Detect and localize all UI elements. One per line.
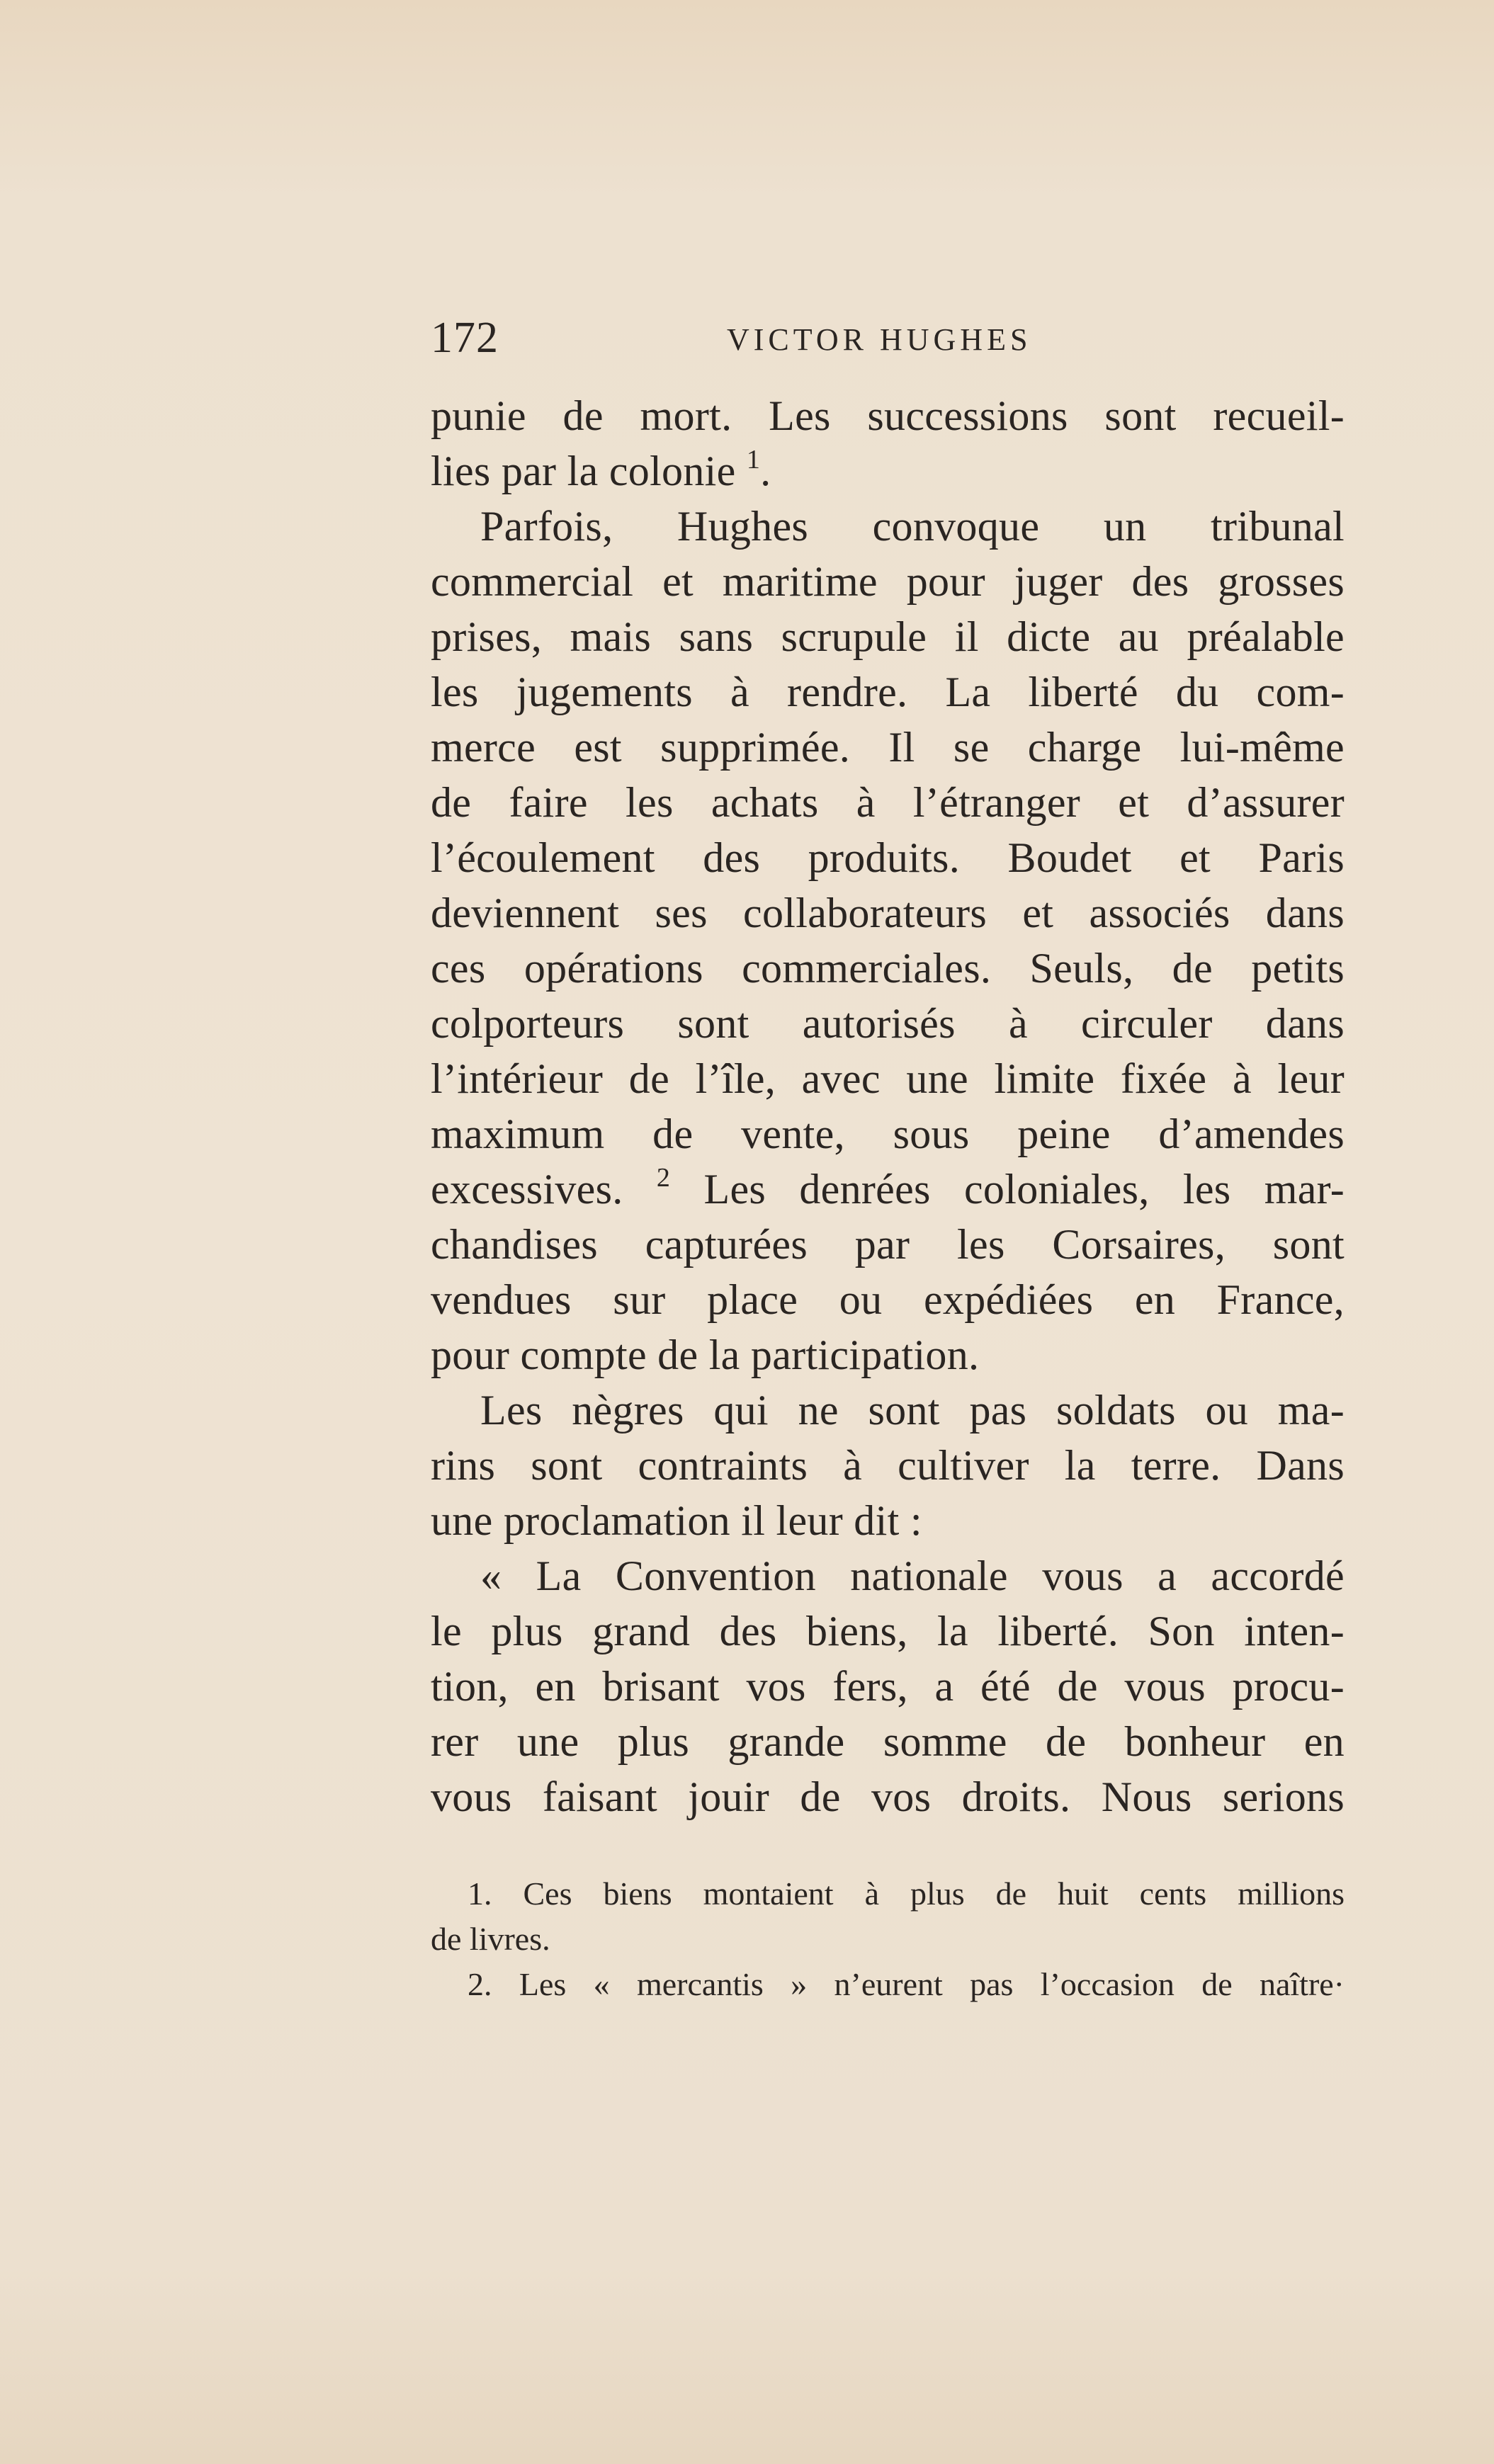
text-line: maximum de vente, sous peine d’amendes xyxy=(431,1111,1345,1157)
text-line: punie de mort. Les successions sont recueil- xyxy=(431,392,1345,439)
text-line: pour compte de la participation. xyxy=(431,1332,980,1378)
text-line: deviennent ses collaborateurs et associés dans xyxy=(431,890,1345,936)
text-line-content: excessives. xyxy=(431,1166,623,1213)
text-line: le plus grand des biens, la liberté. Son inten- xyxy=(431,1608,1345,1654)
text-line: l’intérieur de l’île, avec une limite fixée à leur xyxy=(431,1055,1345,1102)
footnote-line: 1. Ces biens montaient à plus de huit cents millions xyxy=(468,1875,1345,1912)
text-line: de faire les achats à l’étranger et d’assurer xyxy=(431,779,1345,826)
body-text xyxy=(431,388,1345,1824)
running-title: VICTOR HUGHES xyxy=(727,322,1032,357)
text-line: vous faisant jouir de vos droits. Nous serions xyxy=(431,1773,1345,1820)
text-line-content: Les denrées coloniales, les mar- xyxy=(703,1166,1345,1213)
page-header xyxy=(431,306,1352,370)
text-line: rins sont contraints à cultiver la terre. Dans xyxy=(431,1442,1345,1489)
text-line: commercial et maritime pour juger des grosses xyxy=(431,558,1345,605)
text-line: Parfois, Hughes convoque un tribunal xyxy=(480,503,1345,550)
footnote-ref: 2 xyxy=(656,1163,671,1193)
text-line: prises, mais sans scrupule il dicte au préalable xyxy=(431,613,1345,660)
text-line: merce est supprimée. Il se charge lui-même xyxy=(431,724,1345,771)
text-line: une proclamation il leur dit : xyxy=(431,1497,922,1544)
text-line: chandises capturées par les Corsaires, sont xyxy=(431,1221,1345,1268)
footnote-line: de livres. xyxy=(431,1921,550,1957)
footnotes xyxy=(431,1871,1345,2007)
text-line: Les nègres qui ne sont pas soldats ou ma- xyxy=(480,1387,1345,1433)
text-line: rer une plus grande somme de bonheur en xyxy=(431,1718,1345,1765)
text-line: l’écoulement des produits. Boudet et Paris xyxy=(431,834,1345,881)
footnote-ref: 1 xyxy=(746,445,761,475)
text-line xyxy=(431,1162,1345,1217)
text-line: colporteurs sont autorisés à circuler dans xyxy=(431,1000,1345,1047)
text-line: ces opérations commerciales. Seuls, de petits xyxy=(431,945,1345,992)
text-line-content: lies par la colonie xyxy=(431,448,736,494)
text-line: tion, en brisant vos fers, a été de vous procu- xyxy=(431,1663,1345,1710)
footnote-line: 2. Les « mercantis » n’eurent pas l’occasion de naître· xyxy=(468,1966,1345,2002)
text-line: « La Convention nationale vous a accordé xyxy=(480,1552,1345,1599)
text-line: lies par la colonie $^1$. xyxy=(431,445,771,494)
text-line: vendues sur place ou expédiées en France, xyxy=(431,1276,1345,1323)
page-number: 172 xyxy=(431,314,499,362)
text-line: les jugements à rendre. La liberté du com- xyxy=(431,669,1345,715)
